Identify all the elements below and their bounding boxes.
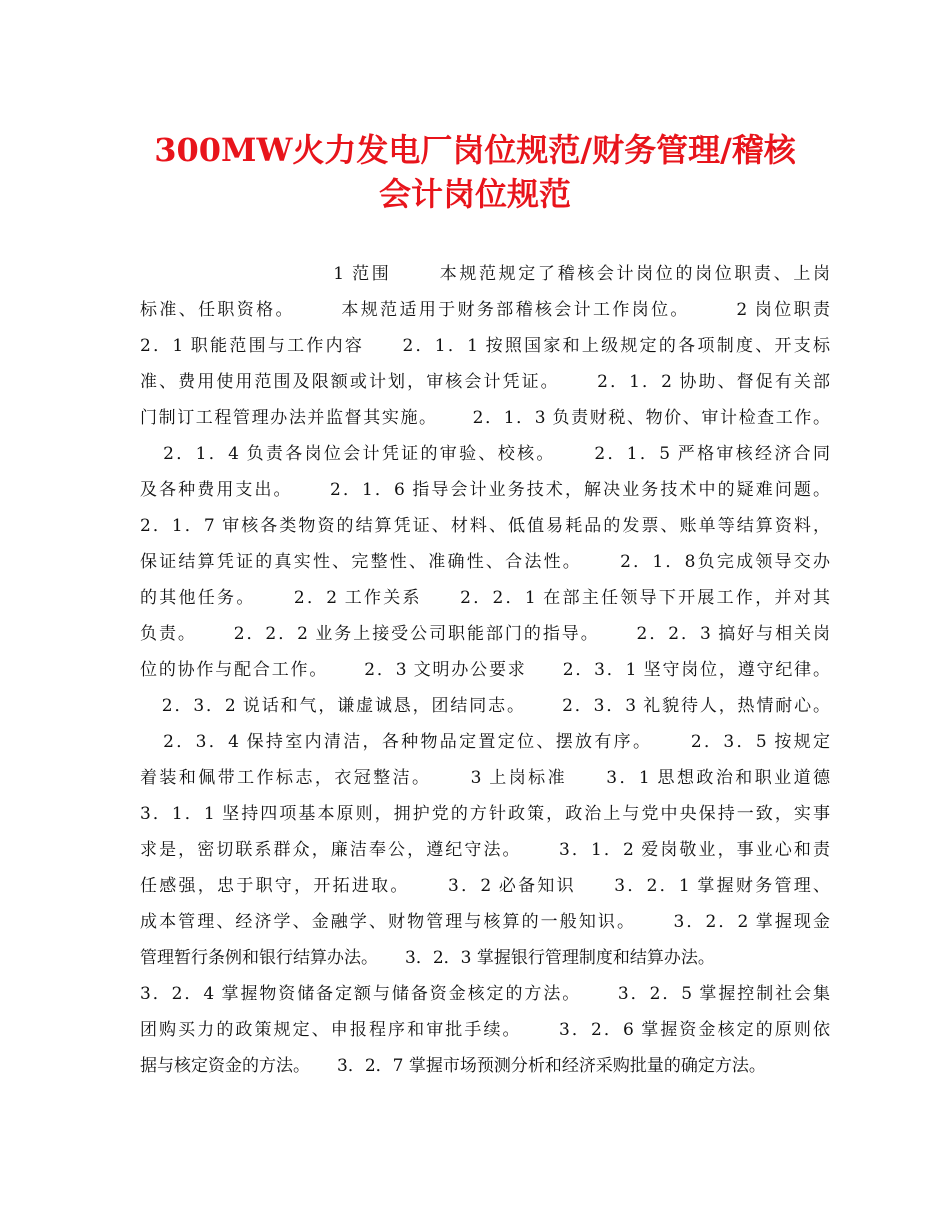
body-line: 据与核定资金的方法。 3．2．7 掌握市场预测分析和经济采购批量的确定方法。 — [140, 1056, 766, 1076]
body-line: 3．2．4 掌握物资储备定额与储备资金核定的方法。 3．2．5 掌握控制社会集 — [140, 984, 830, 1004]
document-title-line-1: 300MW火力发电厂岗位规范/财务管理/稽核 — [154, 131, 796, 169]
body-line: 2．1．7 审核各类物资的结算凭证、材料、低值易耗品的发票、账单等结算资料， — [140, 516, 830, 536]
body-line: 负责。 2．2．2 业务上接受公司职能部门的指导。 2．2．3 搞好与相关岗 — [140, 624, 830, 644]
body-line: 标准、任职资格。 本规范适用于财务部稽核会计工作岗位。 2 岗位职责 — [140, 300, 830, 320]
body-line: 团购买力的政策规定、申报程序和审批手续。 3．2．6 掌握资金核定的原则依 — [140, 1020, 830, 1040]
body-line: 门制订工程管理办法并监督其实施。 2．1．3 负责财税、物价、审计检查工作。 — [140, 408, 830, 428]
body-line: 着装和佩带工作标志，衣冠整洁。 3 上岗标准 3．1 思想政治和职业道德 — [140, 768, 830, 788]
body-line: 的其他任务。 2．2 工作关系 2．2．1 在部主任领导下开展工作，并对其 — [140, 588, 830, 608]
body-line: 2．1 职能范围与工作内容 2．1．1 按照国家和上级规定的各项制度、开支标 — [140, 336, 830, 356]
document-title-line-2: 会计岗位规范 — [378, 175, 571, 213]
body-line: 保证结算凭证的真实性、完整性、准确性、合法性。 2．1．8负完成领导交办 — [140, 552, 830, 572]
body-line: 及各种费用支出。 2．1．6 指导会计业务技术，解决业务技术中的疑难问题。 — [140, 480, 830, 500]
body-line: 1 范围 本规范规定了稽核会计岗位的岗位职责、上岗 — [140, 264, 830, 284]
body-line: 2．3．2 说话和气，谦虚诚恳，团结同志。 2．3．3 礼貌待人，热情耐心。 — [140, 696, 830, 716]
body-line: 任感强，忠于职守，开拓进取。 3．2 必备知识 3．2．1 掌握财务管理、 — [140, 876, 830, 896]
body-line: 2．3．4 保持室内清洁，各种物品定置定位、摆放有序。 2．3．5 按规定 — [140, 732, 830, 752]
body-line: 管理暂行条例和银行结算办法。 3．2．3 掌握银行管理制度和结算办法。 — [140, 948, 715, 968]
body-line: 2．1．4 负责各岗位会计凭证的审验、校核。 2．1．5 严格审核经济合同 — [140, 444, 830, 464]
body-line: 位的协作与配合工作。 2．3 文明办公要求 2．3．1 坚守岗位，遵守纪律。 — [140, 660, 830, 680]
body-line: 求是，密切联系群众，廉洁奉公，遵纪守法。 3．1．2 爱岗敬业，事业心和责 — [140, 840, 830, 860]
body-line: 3．1．1 坚持四项基本原则，拥护党的方针政策，政治上与党中央保持一致，实事 — [140, 804, 830, 824]
body-line: 准、费用使用范围及限额或计划，审核会计凭证。 2．1．2 协助、督促有关部 — [140, 372, 830, 392]
body-line: 成本管理、经济学、金融学、财物管理与核算的一般知识。 3．2．2 掌握现金 — [140, 912, 830, 932]
document-body — [140, 256, 830, 1084]
